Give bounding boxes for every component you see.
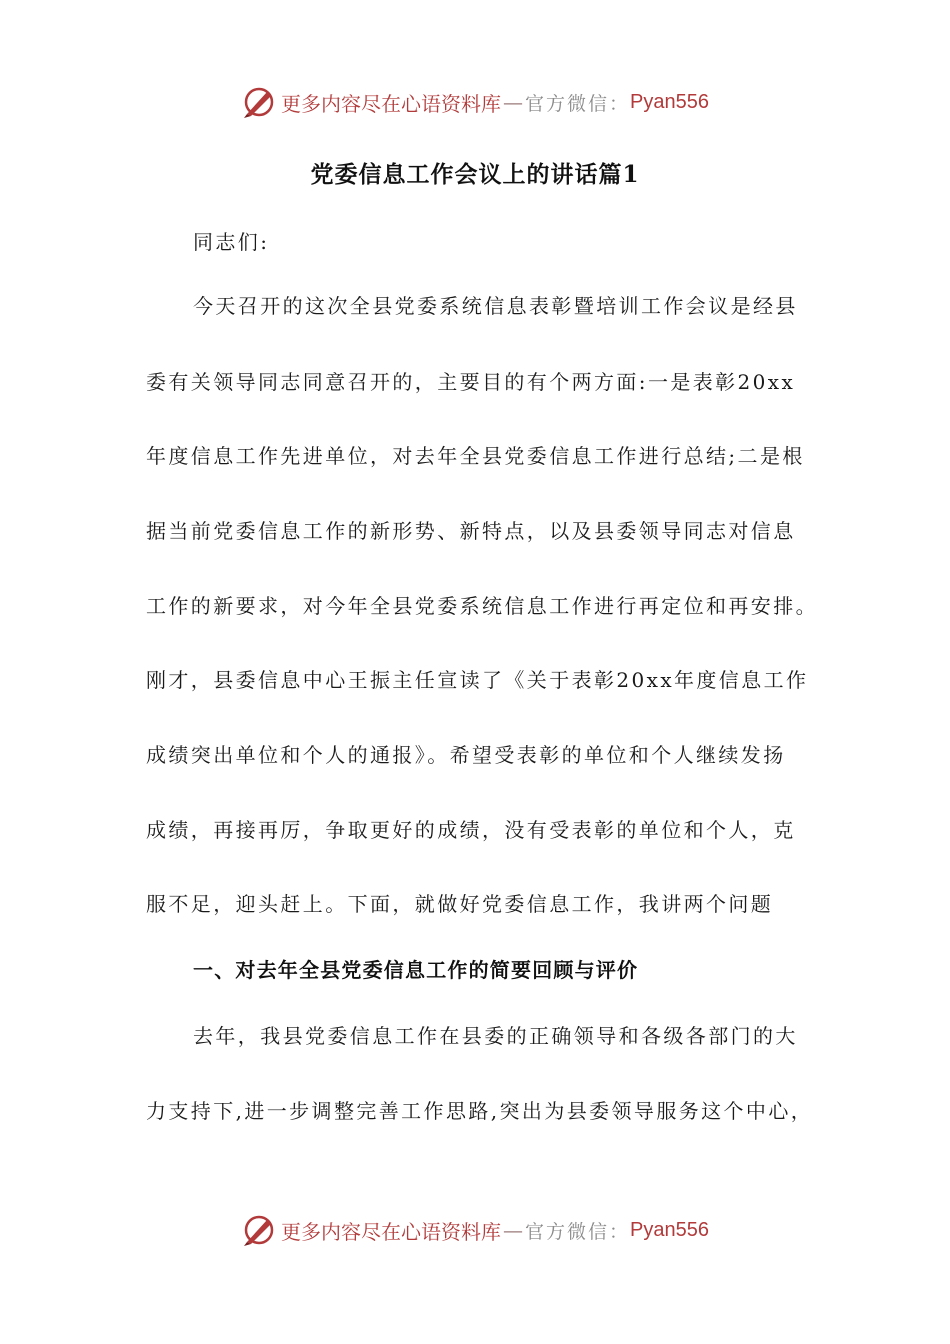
banner-official-label: 官方微信： bbox=[525, 1220, 631, 1243]
banner-official-label: 官方微信： bbox=[525, 92, 631, 115]
paragraph1-line: 据当前党委信息工作的新形势、新特点，以及县委领导同志对信息 bbox=[146, 519, 796, 543]
paragraph1-line: 成绩，再接再厉，争取更好的成绩，没有受表彰的单位和个人，克 bbox=[146, 818, 796, 842]
section-heading: 一、对去年全县党委信息工作的简要回顾与评价 bbox=[193, 958, 639, 982]
paragraph1-line: 年度信息工作先进单位，对去年全县党委信息工作进行总结;二是根 bbox=[146, 444, 805, 468]
banner-wechat-id: Pyan556 bbox=[630, 90, 709, 113]
greeting: 同志们: bbox=[193, 230, 270, 254]
banner-slogan: 更多内容尽在心语资料库 bbox=[281, 91, 501, 116]
header-banner bbox=[0, 82, 950, 122]
footer-banner bbox=[0, 1210, 950, 1250]
banner-dash: — bbox=[503, 90, 523, 114]
banner-wechat-id: Pyan556 bbox=[630, 1218, 709, 1241]
document-title: 党委信息工作会议上的讲话篇1 bbox=[310, 161, 640, 188]
paragraph1-line: 今天召开的这次全县党委系统信息表彰暨培训工作会议是经县 bbox=[193, 294, 798, 318]
paragraph1-line: 刚才，县委信息中心王振主任宣读了《关于表彰20xx年度信息工作 bbox=[146, 668, 809, 692]
pen-logo-icon bbox=[241, 1212, 277, 1248]
paragraph2-line: 去年，我县党委信息工作在县委的正确领导和各级各部门的大 bbox=[193, 1024, 798, 1048]
paragraph1-line: 委有关领导同志同意召开的，主要目的有个两方面:一是表彰20xx bbox=[146, 370, 796, 394]
paragraph1-line: 工作的新要求，对今年全县党委系统信息工作进行再定位和再安排。 bbox=[146, 594, 818, 618]
pen-logo-icon bbox=[241, 84, 277, 120]
paragraph1-line: 服不足，迎头赶上。下面，就做好党委信息工作，我讲两个问题 bbox=[146, 892, 774, 916]
banner-slogan: 更多内容尽在心语资料库 bbox=[281, 1219, 501, 1244]
paragraph1-line: 成绩突出单位和个人的通报》。希望受表彰的单位和个人继续发扬 bbox=[146, 743, 786, 767]
paragraph2-line: 力支持下,进一步调整完善工作思路,突出为县委领导服务这个中心， bbox=[146, 1099, 814, 1123]
banner-dash: — bbox=[503, 1218, 523, 1242]
